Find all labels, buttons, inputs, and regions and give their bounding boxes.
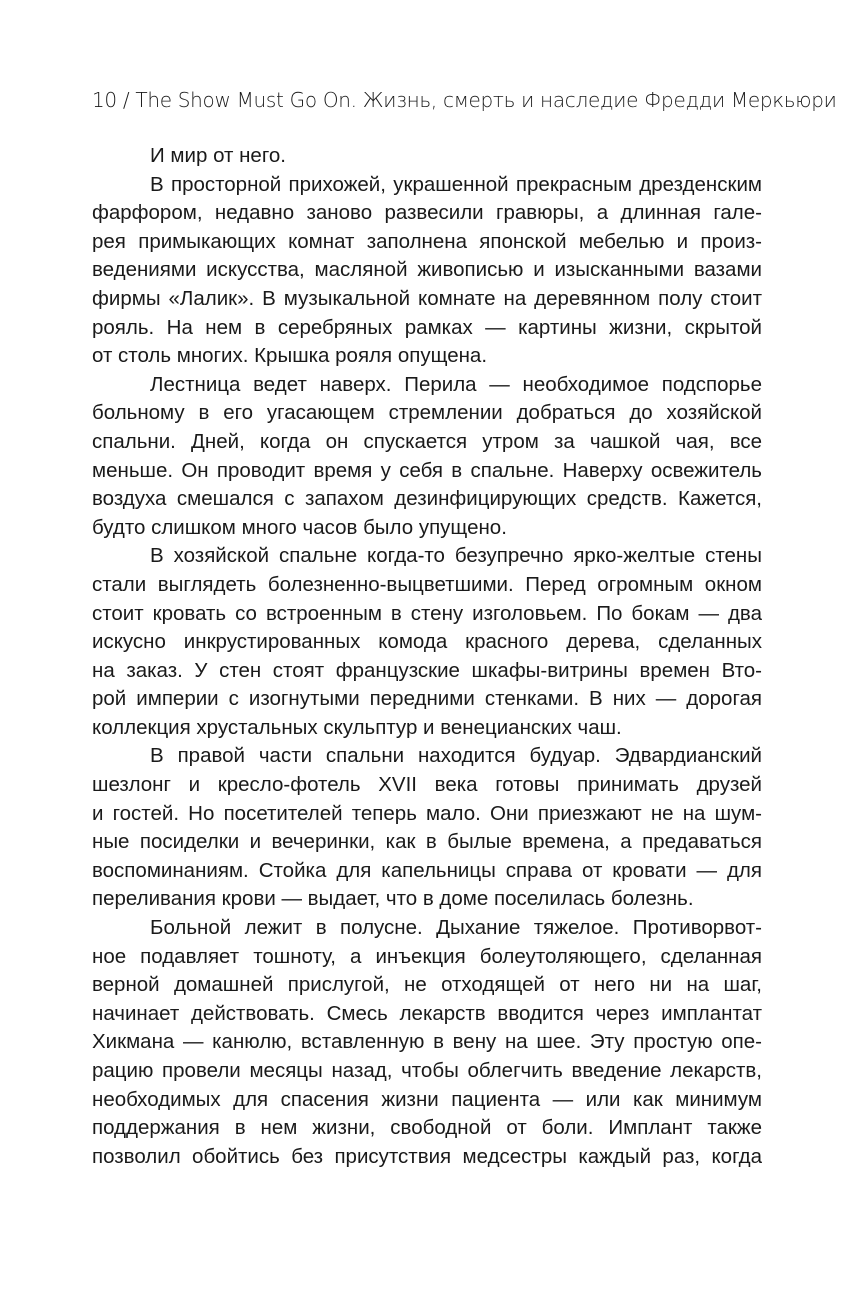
paragraph [92, 542, 762, 742]
paragraph [92, 142, 762, 171]
text-line: фирмы «Лалик». В музыкальной комнате на деревянном полу стоит [92, 286, 762, 310]
running-head: 10 / The Show Must Go On. Жизнь, смерть и наследие Фредди Меркьюри [92, 88, 837, 112]
text-line: рея примыкающих комнат заполнена японской мебелью и произ- [92, 229, 762, 253]
text-line: рояль. На нем в серебряных рамках — картины жизни, скрытой [92, 315, 762, 339]
text-line: В просторной прихожей, украшенной прекрасным дрезденским [150, 172, 762, 196]
text-line: больному в его угасающем стремлении добраться до хозяйской [92, 401, 762, 425]
paragraph [92, 914, 762, 1171]
text-line: позволил обойтись без присутствия медсестры каждый раз, когда [92, 1144, 762, 1168]
paragraph [92, 742, 762, 914]
text-line: воспоминаниям. Стойка для капельницы справа от кровати — для [92, 858, 762, 882]
text-line: переливания крови — выдает, что в доме поселилась болезнь. [92, 887, 694, 911]
text-line: коллекция хрустальных скульптур и венецианских чаш. [92, 715, 622, 739]
text-line: стоит кровать со встроенным в стену изголовьем. По бокам — два [92, 601, 762, 625]
paragraph [92, 171, 762, 371]
text-line: И мир от него. [150, 144, 286, 167]
text-line: фарфором, недавно заново развесили гравюры, а длинная гале- [92, 201, 762, 225]
text-line: стали выглядеть болезненно-выцветшими. Перед огромным окном [92, 572, 762, 596]
text-line: В правой части спальни находится будуар. Эдвардианский [150, 744, 762, 768]
text-line: ные посиделки и вечеринки, как в былые времена, а предаваться [92, 830, 762, 854]
text-line: будто слишком много часов было упущено. [92, 515, 507, 539]
text-line: рой империи с изогнутыми передними стенками. В них — дорогая [92, 687, 762, 711]
text-line: на заказ. У стен стоят французские шкафы-витрины времен Вто- [92, 658, 762, 682]
paragraph [92, 371, 762, 543]
text-line: меньше. Он проводит время у себя в спальне. Наверху освежитель [92, 458, 762, 482]
text-line: и гостей. Но посетителей теперь мало. Они приезжают не на шум- [92, 801, 762, 825]
text-line: ное подавляет тошноту, а инъекция болеутоляющего, сделанная [92, 944, 762, 968]
text-line: спальни. Дней, когда он спускается утром за чашкой чая, все [92, 429, 762, 453]
text-line: В хозяйской спальне когда-то безупречно ярко-желтые стены [150, 544, 762, 568]
text-line: рацию провели месяцы назад, чтобы облегчить введение лекарств, [92, 1059, 762, 1082]
text-line: Хикмана — канюлю, вставленную в вену на шее. Эту простую опе- [92, 1030, 762, 1054]
text-line: поддержания в нем жизни, свободной от боли. Имплант также [92, 1116, 762, 1140]
body-text [92, 142, 762, 1171]
text-line: Лестница ведет наверх. Перила — необходимое подспорье [150, 372, 762, 396]
text-line: воздуха смешался с запахом дезинфицирующих средств. Кажется, [92, 487, 762, 511]
text-line: искусно инкрустированных комода красного дерева, сделанных [92, 630, 762, 654]
text-line: от столь многих. Крышка рояля опущена. [92, 344, 488, 368]
text-line: начинает действовать. Смесь лекарств вводится через имплантат [92, 1001, 762, 1025]
text-line: Больной лежит в полусне. Дыхание тяжелое. Противорвот- [150, 916, 762, 940]
text-line: шезлонг и кресло-фотель XVII века готовы принимать друзей [92, 773, 762, 797]
text-line: верной домашней прислугой, не отходящей от него ни на шаг, [92, 973, 762, 997]
text-line: ведениями искусства, масляной живописью и изысканными вазами [92, 258, 762, 282]
text-line: необходимых для спасения жизни пациента — или как минимум [92, 1087, 762, 1111]
